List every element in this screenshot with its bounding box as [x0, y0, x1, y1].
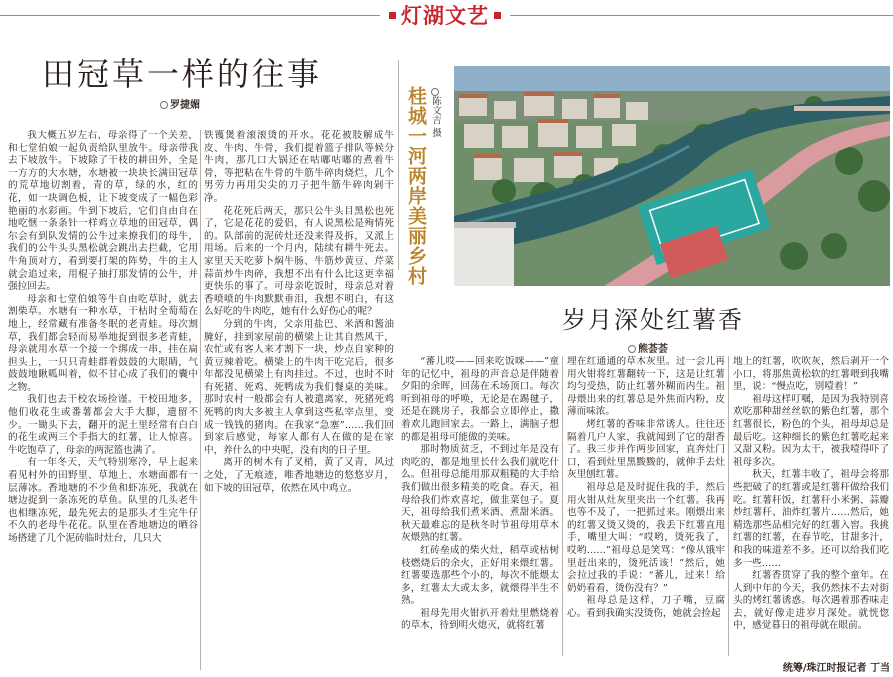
photo-caption-title: 桂城一河两岸美丽乡村 — [405, 86, 427, 286]
article2-paragraph: 祖母这样叮嘱，是因为我特别喜欢吃那种甜丝丝软的紫色红薯，那个红薯很长，粉色的个头，祖母却总是最后吃。这种细长的紫色红薯吃起来又甜又粉。因为太干，被我噎得吓了祖母多次。 — [733, 393, 889, 468]
article1-paragraph: 铁镬煲着滚滚烫的开水。花花被肢解成牛皮、牛肉、牛骨，我们提着篮子排队等候分牛肉，那几口大锅还在咕嘟咕嘟的煮着牛骨，等把粘在牛骨的牛筋牛碎肉烧烂，几个男劳力再用尖尖的刀子把牛筋牛碎肉剁干净。 — [204, 130, 394, 204]
header-rule-left — [0, 15, 380, 16]
section-header — [383, 2, 507, 30]
header-square-right — [494, 12, 501, 19]
article2-paragraph: 祖母先用火钳扒开着灶里燃烧着的草木，待到明火熄灭，就将红薯 — [401, 607, 559, 632]
article1-paragraph: 分到的牛肉，父亲用盐巴、米酒和酱油腌好，挂到家屋前的横梁上让其自然风干，农忙或有客人来才割下一块，炒点自家种的黄豆辣着吃。横梁上的牛肉干吃完后，很多年都没见横梁上有肉挂过。不过，也时不时有死猪、死鸡、死鸭成为我们餐桌的美味。那时农村一般都会有人被遣离家，死猪死鸡死鸭的肉大多被主人拿到这些私宰点里，变成一钱钱的猪肉。在我家“急塞”……我们回到家后感觉，每家人都有人在做的是在家中，养什么的中央呢，没有肉的日子里。 — [204, 318, 394, 456]
article2-author: 熊荟荟 — [628, 343, 668, 356]
column-divider — [398, 60, 399, 270]
article1-paragraph: 我大概五岁左右，母亲得了一个关差，和七堂伯娘一起负责给队里放牛。母亲带我去下坡放牛。下坡除了干枝的耕田外，全是一方方的大水塘，水塘被一块块长满田冠草的荒草地切割着，青的草，绿的水，红的花，如一块调色板，让下坡变成了一幅色彩艳丽的水彩画。牛到下坡后，它们自由自在地吃惬一条条针一样鸡立草地的田冠草，偶尔会有到队发情的公牛过来撩我们的母牛，我们的公牛头头黑松就会跳出去拦截，它用牛角顶对方，看到要打架的阵势，牛的主人就会追过来，用棍子抽打那发情的公牛，并强拉回去。 — [8, 130, 198, 293]
article2-paragraph: 地上的红薯，吹吹灰，然后剥开一个小口，将那焦黄松软的红薯喂到我嘴里，说：“慢点吃，别噎着！” — [733, 356, 889, 393]
photo-credit: 陈文吉 摄 — [428, 88, 442, 137]
article2-paragraph: 祖母总是及时捉住我的手，然后用火钳从灶灰里夹出一个红薯。我再也等不及了，一把抓过来。刚煨出来的红薯又烫又烫的，我丢下红薯直甩手，嘴里大叫：“哎哟，烫死我了，哎哟……”祖母总是笑骂：“像从饿牢里赶出来的，烫死活该！”然后，她会拉过我的手说：“蕃儿，过来！给奶奶看看，烫伤没有？” — [567, 481, 725, 594]
article2-column-3 — [733, 356, 889, 661]
editor-credit: 统筹/珠江时报记者 丁当 — [782, 663, 890, 674]
article2-paragraph: 那时物质贫乏，不到过年是没有肉吃的，都是地里长什么我们就吃什么。但祖母总能用那双粗糙的大手给我们做出很多精美的吃食。春天，祖母给我们炸欢喜坨，做韭菜包子。夏天，祖母给我们煮米酒、煮甜米酒。秋天最难忘的是秋冬时节祖母用草木灰煨熟的红薯。 — [401, 444, 559, 544]
article2-paragraph: 红砖垒成的柴火灶，稻草或枯树枝燃烧后的余火，正好用来煨红薯。红薯要选那些个小的，每次不能煨太多，红薯太大或太多，就煨得半生不熟。 — [401, 544, 559, 607]
article1-title: 田冠草一样的往事 — [42, 55, 323, 93]
author-dot-icon — [160, 101, 168, 109]
river-village-photo — [454, 66, 890, 286]
article1-paragraph: 母亲和七堂伯娘等牛自由吃草时，就去割柴草。水塘有一种水草，干枯时全萄萄在地上，经常藏有准备冬眠的老青蛙。母次割草，我们都会轻而易举地捉到很多老青蛙，母亲就用水草一个接一个绑成一串，挂在扁担头上，一只只青蛙群着鼓鼓的大眼睛，气鼓鼓地瞅呱叫着，似不甘心成了我们的囊中之物。 — [8, 293, 198, 393]
article1-paragraph: 有一年冬天，天气特别寒冷，早上起来看见村外的田野里、草地上、水塘面都有一层薄冰。香地塘的不少鱼和虾冻死，我就在塘边捉到一条冻死的草鱼。队里的几头老牛也相继冻死，最先死去的是那头才生完牛仔不久的老母牛花花。队里在香地塘边的晒谷场搭建了几个泥砖临时灶台，几只大 — [8, 457, 198, 544]
column-divider — [728, 356, 729, 656]
article2-paragraph: 秋天，红薯丰收了，祖母会将那些把破了的红薯或是红薯秆做给我们吃。红薯秆饭，红薯秆小米粥、蒜瓣炒红薯秆、油炸红薯片……然后，她精选那些品相完好的红薯入窖。我挑红薯的红薯，在春节吃，甘甜多汁，和我的味道差不多。还可以给我们吃多一些…… — [733, 469, 889, 569]
column-divider — [562, 356, 563, 656]
article1-column-2 — [204, 130, 394, 675]
article1-paragraph: 离开的树木有了叉梢，黄了又青，风过之处，了无痕迹，唯香地塘边的悠悠岁月，如下坡的田冠草，依然在风中鸡立。 — [204, 457, 394, 494]
section-title: 灯湖文艺 — [401, 4, 489, 28]
author-dot-icon — [628, 345, 636, 353]
header-square-left — [389, 12, 396, 19]
column-divider — [200, 130, 201, 670]
article1-paragraph: 花花死后两天，那只公牛头目黑松也死了，它是花花的爱侣，有人说黑松是殉情死的。队部前的泥砖灶还没来得及拆，又派上用场。后来的一个月内，陆续有耕牛死去。家里天天吃萝卜焖牛肠、牛筋炒黄豆、芹菜蒜苗炒牛肉碎，我想不出有什么比这更幸福更快乐的事了。可母亲吃饭时，母亲总对着香喷喷的牛肉默默垂泪，我想不明白，有这么好吃的牛肉吃，她有什么好伤心的呢？ — [204, 205, 394, 318]
article2-paragraph: 红薯香贯穿了我的整个童年。在人到中年的今天，我仍然抹不去对街头的烤红薯诱惑。每次遇着那香味走去，就好像走进岁月深处。就恍惚中，感觉暮日的祖母就在眼前。 — [733, 570, 889, 632]
article1-column-1 — [8, 130, 198, 675]
article2-paragraph: 烤红薯的香味非常诱人。往往还隔着几户人家，我就闻到了它的甜香了。我三步并作两步回家，直奔灶门口，看到灶里黑黢黢的，就伸手去灶灰里刨红薯。 — [567, 418, 725, 481]
article1-author: 罗捷媚 — [160, 99, 200, 112]
credit-dot-icon — [431, 88, 439, 96]
article2-column-2 — [567, 356, 725, 661]
article2-paragraph: 埋在红通通的草木灰里。过一会儿再用火钳将红薯翻转一下，这是让红薯均匀受热，防止红薯外糊而内生。祖母煨出来的红薯总是外焦而内粉，皮薄而味浓。 — [567, 356, 725, 418]
article2-paragraph: 祖母总是这样，刀子嘴，豆腐心。看到我确实没烫伤，她就会捡起 — [567, 595, 725, 619]
article2-title: 岁月深处红薯香 — [562, 306, 744, 334]
article1-paragraph: 我们也去干校农场捡谨。干校田地多，他们收花生或番薯都会大手大脚，遗留不少。一锄头下去，翻开的泥土里经常有白白的花生或两三个手指大的红薯，让人惊喜。牛吃饱草了，母亲的两泥篮也满了。 — [8, 394, 198, 456]
article2-paragraph: “蕃儿哎——回来吃饭咪——”童年的记忆中，祖母的声音总是伴随着夕阳的余晖，回荡在禾场顶口。每次听到祖母的呼唤，无论是在踢毽子，还是在跳房子，我都会立即停止，撒着欢儿跑回家去。一路上，满脑子想的都是祖母可能做的美味。 — [401, 356, 559, 443]
header-rule-right — [510, 15, 893, 16]
article2-column-1 — [401, 356, 559, 661]
